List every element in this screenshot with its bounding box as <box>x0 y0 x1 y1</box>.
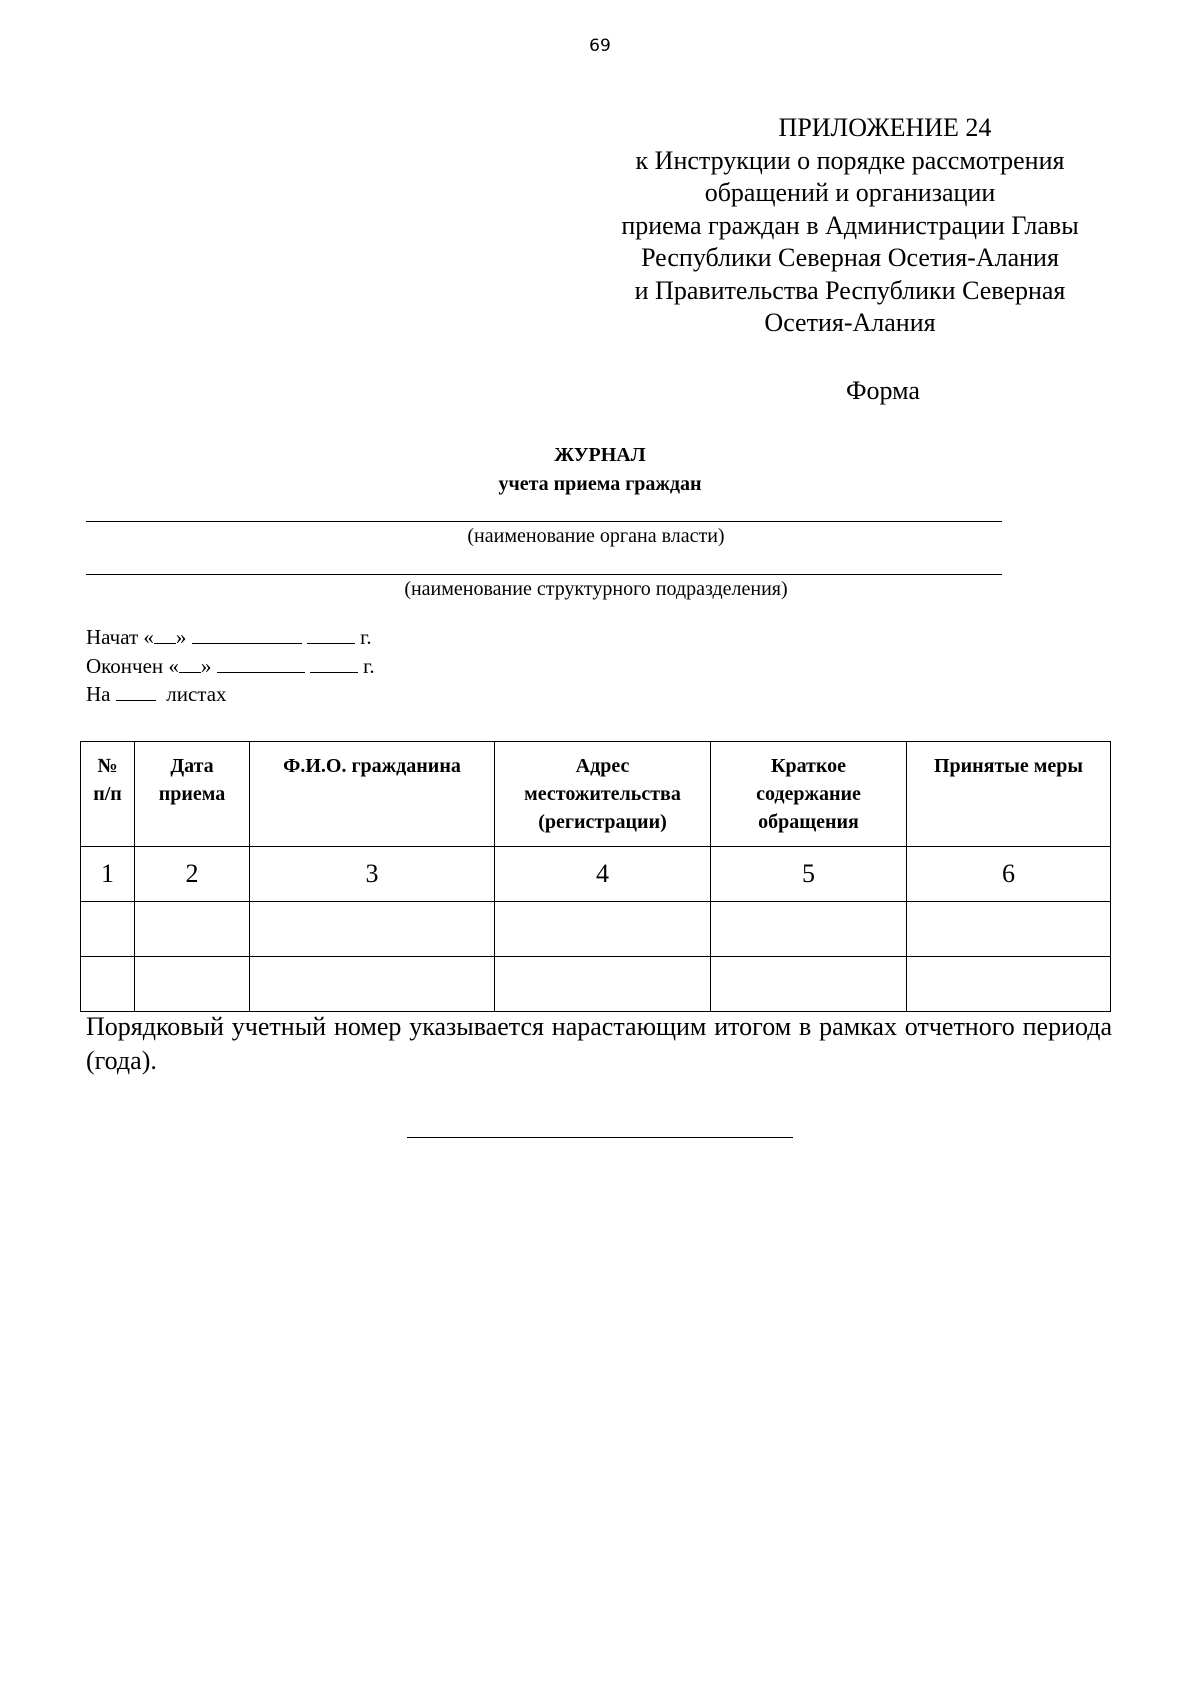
column-number-row <box>81 847 1111 902</box>
table-row <box>81 957 1111 1012</box>
header-cell: Краткое содержание обращения <box>711 742 907 847</box>
year-blank <box>307 629 355 644</box>
header-cell: Ф.И.О. гражданина <box>250 742 495 847</box>
ended-line: Окончен « » г. <box>86 653 375 678</box>
empty-cell <box>81 957 135 1012</box>
reception-log-table <box>80 741 1111 1012</box>
journal-subtitle: учета приема граждан <box>498 473 702 495</box>
sheets-blank <box>116 686 156 701</box>
empty-cell <box>907 902 1111 957</box>
appendix-line: Осетия-Алания <box>764 308 936 337</box>
appendix-line: обращений и организации <box>704 178 996 207</box>
started-line: Начат « » г. <box>86 625 372 649</box>
empty-cell <box>711 902 907 957</box>
table-header-row <box>81 742 1111 847</box>
empty-cell <box>711 957 907 1012</box>
subdivision-caption: (наименование структурного подразделения) <box>404 578 788 600</box>
header-cell: Адрес местожительства (регистрации) <box>495 742 711 847</box>
appendix-title: ПРИЛОЖЕНИЕ 24 <box>778 113 992 142</box>
column-number: 5 <box>711 847 907 902</box>
sheets-suffix: листах <box>166 682 227 706</box>
empty-cell <box>907 957 1111 1012</box>
table-row <box>81 902 1111 957</box>
appendix-line: приема граждан в Администрации Главы <box>621 210 1079 240</box>
empty-cell <box>250 902 495 957</box>
month-blank <box>192 629 302 644</box>
column-number: 6 <box>907 847 1111 902</box>
started-label: Начат « <box>86 625 154 649</box>
header-cell: Принятые меры <box>907 742 1111 847</box>
empty-cell <box>495 957 711 1012</box>
column-number: 2 <box>135 847 250 902</box>
journal-heading <box>0 441 1200 499</box>
day-blank <box>154 629 176 644</box>
authority-line <box>86 521 1002 522</box>
closing-line <box>407 1137 793 1138</box>
empty-cell <box>495 902 711 957</box>
empty-cell <box>135 902 250 957</box>
numbering-note: Порядковый учетный номер указывается нарастающим итогом в рамках отчетного периода (года). <box>86 1012 1112 1075</box>
appendix-block <box>600 112 1100 340</box>
empty-cell <box>135 957 250 1012</box>
form-label: Форма <box>846 376 920 405</box>
column-number: 3 <box>250 847 495 902</box>
header-cell: Дата приема <box>135 742 250 847</box>
authority-caption: (наименование органа власти) <box>467 525 725 547</box>
sheets-line <box>86 680 375 709</box>
journal-title: ЖУРНАЛ <box>554 444 646 466</box>
appendix-line: Республики Северная Осетия-Алания <box>641 243 1059 272</box>
appendix-line: и Правительства Республики Северная <box>634 275 1066 305</box>
subdivision-line <box>86 574 1002 575</box>
column-number: 1 <box>81 847 135 902</box>
ended-label: Окончен « <box>86 653 179 678</box>
page-number: 69 <box>589 36 611 56</box>
appendix-line: к Инструкции о порядке рассмотрения <box>635 145 1065 175</box>
year-suffix: г. <box>363 653 375 678</box>
empty-cell <box>250 957 495 1012</box>
journal-period <box>86 623 375 709</box>
day-blank <box>179 658 201 673</box>
month-blank <box>217 658 305 673</box>
year-blank <box>310 658 358 673</box>
empty-cell <box>81 902 135 957</box>
sheets-label: На <box>86 682 111 706</box>
year-suffix: г. <box>360 625 372 649</box>
header-cell: № п/п <box>81 742 135 847</box>
column-number: 4 <box>495 847 711 902</box>
